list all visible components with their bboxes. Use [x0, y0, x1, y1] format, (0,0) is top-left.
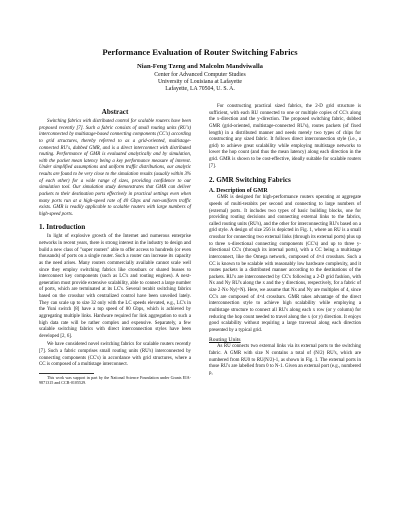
routing-units-heading: Routing Units — [209, 337, 241, 344]
right-column — [209, 104, 361, 380]
intro-heading: 1. Introduction — [39, 223, 86, 232]
section-2-heading: 2. GMR Switching Fabrics — [209, 176, 291, 185]
routing-units-paragraph: As RU connects two external links via its external ports to the switching fabric. A GMR with size N contains a total of (N/2) RU's, which are numbered from RU0 to RU(N/2)-1, as shown in Fig. 1. The external ports in those RU's are labelled from 0 to N-1. Given an external port (e.g., numbered p, — [209, 344, 361, 376]
right-paragraph-1: For constructing practical sized fabrics, the 2-D grid structure is sufficient, with each RU connected to one or multiple copies of CC's along the x-direction and the y-direction. The proposed switching fabric, dubbed GMR (grid-oriented, multistage-connected RU's), routes packets (of fixed length) in a distributed manner and needs merely two types of chips for constructing any sized fabric. It follows direct interconnection style (i.e., a grid) to achieve great scalability while employing multistage networks to lower the hop count (and thus the mean latency) along each direction in the grid. GMR is shown to be cost-effective, ideally suitable for scalable routers [7]. — [209, 104, 361, 169]
abstract-heading: Abstract — [101, 108, 129, 116]
subsection-a-heading: A. Description of GMR — [209, 188, 268, 195]
left-column — [39, 102, 191, 385]
footnote: This work was support in part by the National Science Foundation under Grants EIA-9871315 and CCR-0105529. — [39, 374, 191, 385]
abstract-text: Switching fabrics with distributed control for scalable routers have been proposed recently [7]. Such a fabric consists of small routing units (RU's) interconnected by multistage-based connecting components (CC's) according to grid structures, thereby referred to as a grid-oriented, multistage-connected RU's, dubbed GMR, and is a direct interconnect with distributed routing. Performance of GMR is evaluated analytically and by simulation, with the packet mean latency being a key performance measure of interest. Under simplified assumptions and uniform traffic distributions, our analytic results are found to be very close to the simulation results (usually within 3% of each other) for a wide range of sizes, providing confidence to our simulation tool. Our simulation study demonstrates that GMR can deliver packets to their destination ports effectively in practical settings even when many ports run at a high-speed rate of 40 Gbps and non-uniform traffic exists. GMR is readily applicable to scalable routers with large numbers of high-speed ports. — [39, 119, 191, 217]
gmr-description-paragraph: GMR is designed for high-performance routers operating at aggregate speeds of multi-terabits per second and connecting to large numbers of (external) ports. It includes two types of basic building blocks, one for providing routing decisions and connecting external links to the fabrics, called routing units (RU's), and the other for interconnecting RU's based on a grid style. A design of size 256 is depicted in Fig. 1, where an RU is a small crossbar for connecting two external links (through its external ports) plus up to three x-directional connecting components (CC's) and up to three y-directional CC's (through its internal ports), with a CC being a multistage interconnect, like the Omega network, composed of 4×4 crossbars. Such a CC is known to be scalable with reasonably low hardware complexity, and it routes packets in a distributed manner according to the destinations of the packets. RU's are interconnected by CC's following a 2-D grid fashion, with Nx and Ny RU's along the x and the y directions, respectively, for a fabric of size 2·Nx·Ny(=N). Here, we assume that Nx and Ny are multiples of 4, since CC's are composed of 4×4 crossbars. GMR takes advantage of the direct interconnection style to achieve high scalability while employing a multistage structure to connect all RU's along each x row (or y column) for reducing the hop count needed to travel along the x (or y) direction. It enjoys good scalability without requiring a large traversal along each direction presented by a typical grid. — [209, 195, 361, 333]
affiliation-line-2: University of Louisiana at Lafayette — [157, 79, 243, 85]
affiliation-line-1: Center for Advanced Computer Studies — [154, 72, 246, 78]
author-names: Nian-Feng Tzeng and Malcolm Mandviwalla — [137, 63, 263, 70]
paper-title: Performance Evaluation of Router Switching Fabrics — [102, 47, 298, 57]
footnote-divider — [39, 373, 94, 374]
intro-paragraph-2: We have considered novel switching fabrics for scalable routers recently [7]. Such a fabric comprises small routing units (RU's) interconnected by connecting components (CC's) in accordance with grid structures, where a CC is composed of a multistage interconnect. — [39, 342, 191, 368]
affiliation-line-3: Lafayette, LA 70504, U. S. A. — [165, 86, 235, 92]
intro-paragraph-1: In light of explosive growth of the Internet and numerous enterprise networks in recent years, there is strong interest in the industry to design and build a new class of "super routers" able to offer access to hundreds (or even thousands) of ports on a single router. Such a router can increase its capacity as the need arises. Many routers commercially available cannot scale well since they employ switching fabrics like crossbars or shared busses to interconnect key components (such as LC's and routing engines). A next-generation must provide extensive scalability, able to connect a large number of ports, which are terminated at its LC's. Several terabit switching fabrics based on the crossbar with centralized control have been unveiled lately. They can scale up to size 32 only with the LC speeds elevated, e.g., LC's in the Yuni switch [8] have a top speed of 80 Gbps, which is achieved by aggregating multiple links. Hardware required for link aggregation to such a high data rate will be rather complex and expensive. Separately, a few scalable switching fabrics with direct interconnection styles have been developed [2, 6]. — [39, 234, 191, 339]
